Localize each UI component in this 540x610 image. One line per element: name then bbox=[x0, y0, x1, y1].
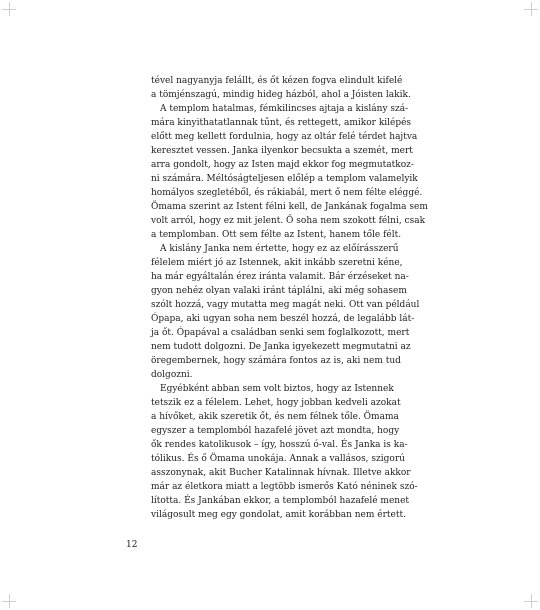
text-line: Ópapa, aki ugyan soha nem beszél hozzá, de legalább lát- bbox=[151, 314, 415, 324]
crop-mark-top-right bbox=[524, 2, 538, 16]
text-line: asszonynak, akit Bucher Katalinnak hívnak. Illetve akkor bbox=[151, 468, 411, 478]
text-line: Egyébként abban sem volt biztos, hogy az Istennek bbox=[160, 384, 394, 394]
text-line: a templomban. Ott sem félte az Istent, hanem tőle félt. bbox=[151, 230, 402, 240]
text-line: félelem miért jó az Istennek, akit inkább szeretni kéne, bbox=[151, 258, 403, 268]
text-line: A templom hatalmas, fémkilincses ajtaja a kislány szá- bbox=[160, 104, 409, 114]
crop-mark-bottom-left bbox=[2, 594, 16, 608]
text-line: már az életkora miatt a legtöbb ismerős Kató néninek szó- bbox=[151, 482, 418, 492]
text-line: ja őt. Ópapával a családban senki sem foglalkozott, mert bbox=[151, 328, 410, 338]
text-line: öregembernek, hogy számára fontos az is, aki nem tud bbox=[151, 356, 401, 366]
text-line: nem tudott dolgozni. De Janka igyekezett megmutatni az bbox=[151, 342, 411, 352]
text-line: volt arról, hogy ez mit jelent. Ő soha nem szokott félni, csak bbox=[151, 216, 426, 226]
text-line: ők rendes katolikusok – így, hosszú ó-val. És Janka is ka- bbox=[151, 440, 408, 450]
paragraph bbox=[151, 242, 420, 382]
text-line: keresztet vessen. Janka ilyenkor becsukta a szemét, mert bbox=[151, 146, 413, 156]
text-line: előtt meg kellett fordulnia, hogy az oltár felé térdet hajtva bbox=[151, 132, 418, 142]
crop-mark-bottom-right bbox=[524, 594, 538, 608]
text-line: ni számára. Méltóságteljesen előlép a templom valamelyik bbox=[151, 174, 418, 184]
text-line: tével nagyanyja felállt, és őt kézen fogva elindult kifelé bbox=[151, 76, 403, 86]
crop-mark-top-left bbox=[2, 2, 16, 16]
text-line: gyon nehéz olyan valaki iránt táplálni, aki még sohasem bbox=[151, 286, 407, 296]
text-line: homályos szegletéből, és rákiabál, mert ő nem félte eléggé. bbox=[151, 188, 423, 198]
text-line: a tömjénszagú, mindig hideg házból, ahol a Jóisten lakik. bbox=[151, 90, 411, 100]
paragraph bbox=[151, 102, 428, 242]
text-line: arra gondolt, hogy az Isten majd ekkor fog megmutatkoz- bbox=[151, 160, 414, 170]
text-line: tetszik ez a félelem. Lehet, hogy jobban kedveli azokat bbox=[151, 398, 401, 408]
text-line: szólt hozzá, vagy mutatta meg magát neki. Ott van például bbox=[151, 300, 420, 310]
text-line: tólikus. És ő Ömama unokája. Annak a vallásos, szigorú bbox=[151, 454, 405, 464]
text-line: A kislány Janka nem értette, hogy ez az előírásszerű bbox=[160, 244, 399, 254]
paragraph bbox=[151, 382, 418, 522]
text-line: a hívőket, akik szeretik őt, és nem félnek tőle. Ömama bbox=[151, 412, 399, 422]
text-line: lította. És Jankában ekkor, a templomból hazafelé menet bbox=[151, 496, 410, 506]
text-line: világosult meg egy gondolat, amit korábban nem értett. bbox=[151, 510, 406, 520]
text-line: Ömama szerint az Istent félni kell, de Jankának fogalma sem bbox=[151, 202, 428, 212]
text-line: ha már egyáltalán érez iránta valamit. Bár érzéseket na- bbox=[151, 272, 409, 282]
text-line: dolgozni. bbox=[151, 370, 193, 380]
text-line: egyszer a templomból hazafelé jövet azt mondta, hogy bbox=[151, 426, 400, 436]
paragraph bbox=[151, 74, 411, 102]
page-number: 12 bbox=[126, 540, 138, 550]
text-line: mára kinyithatatlannak tűnt, és rettegett, amikor kilépés bbox=[151, 118, 412, 128]
body-text bbox=[151, 74, 428, 522]
